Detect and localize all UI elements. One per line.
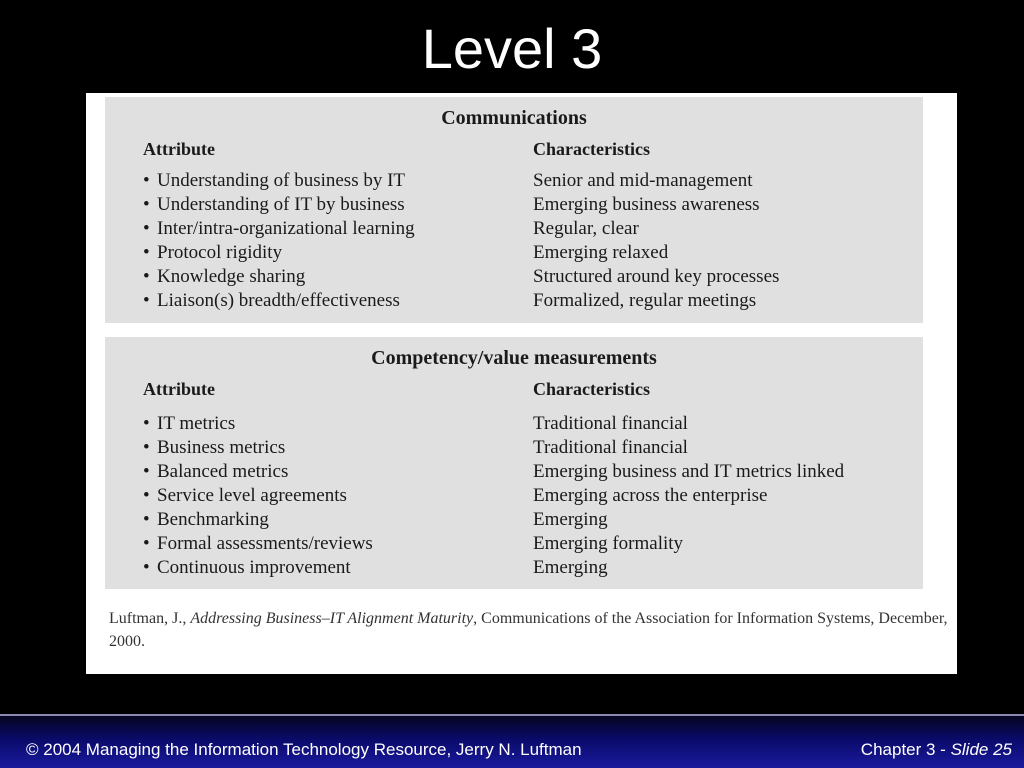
attribute-header: Attribute	[143, 379, 215, 399]
characteristic-cell: Senior and mid-management	[533, 170, 753, 191]
table-row	[105, 412, 923, 436]
attribute-cell: • Knowledge sharing	[143, 266, 306, 287]
attribute-cell: • Understanding of business by IT	[143, 170, 406, 191]
footer-slide-number	[861, 740, 1012, 760]
table-row	[105, 556, 923, 580]
attribute-cell: • Continuous improvement	[143, 557, 351, 578]
characteristics-header: Characteristics	[533, 379, 650, 399]
attribute-cell: • Formal assessments/reviews	[143, 533, 373, 554]
table-row	[105, 460, 923, 484]
slide-footer	[0, 714, 1024, 768]
attribute-cell: • Inter/intra-organizational learning	[143, 218, 415, 239]
footer-copyright: © 2004 Managing the Information Technology Resource, Jerry N. Luftman	[26, 740, 582, 759]
characteristic-cell: Traditional financial	[533, 413, 688, 434]
table-row	[105, 265, 923, 289]
citation-author: Luftman, J.,	[109, 610, 191, 627]
table-row	[105, 436, 923, 460]
table-row	[105, 484, 923, 508]
panel-title: Communications	[441, 107, 587, 129]
attribute-cell: • Benchmarking	[143, 509, 269, 530]
footer-slide: Slide 25	[950, 740, 1012, 759]
attribute-cell: • Liaison(s) breadth/effectiveness	[143, 290, 400, 311]
characteristic-cell: Emerging	[533, 557, 608, 578]
characteristic-cell: Emerging formality	[533, 533, 684, 554]
attribute-cell: • Balanced metrics	[143, 461, 289, 482]
characteristic-cell: Formalized, regular meetings	[533, 290, 757, 311]
citation-rest: , Communications of the Association for Information Systems, December, 2000.	[109, 610, 948, 650]
characteristic-cell: Emerging	[533, 509, 608, 530]
table-row	[105, 193, 923, 217]
table-row	[105, 508, 923, 532]
characteristic-cell: Emerging business awareness	[533, 194, 760, 215]
communications-panel	[105, 97, 923, 323]
characteristic-cell: Structured around key processes	[533, 266, 780, 287]
competency-value-panel	[105, 337, 923, 589]
attribute-cell: • Understanding of IT by business	[143, 194, 405, 215]
attribute-header: Attribute	[143, 139, 215, 159]
characteristic-cell: Emerging business and IT metrics linked	[533, 461, 845, 482]
citation-work: Addressing Business–IT Alignment Maturity	[190, 610, 474, 627]
table-row	[105, 532, 923, 556]
slide-title: Level 3	[421, 17, 603, 80]
characteristic-cell: Traditional financial	[533, 437, 688, 458]
characteristic-cell: Regular, clear	[533, 218, 639, 239]
footer-chapter: Chapter 3 -	[860, 740, 951, 759]
citation	[109, 607, 949, 653]
characteristics-header: Characteristics	[533, 139, 650, 159]
table-row	[105, 169, 923, 193]
attribute-cell: • Business metrics	[143, 437, 286, 458]
panel-title: Competency/value measurements	[371, 347, 657, 369]
table-row	[105, 241, 923, 265]
attribute-cell: • Protocol rigidity	[143, 242, 283, 263]
characteristic-cell: Emerging relaxed	[533, 242, 669, 263]
characteristic-cell: Emerging across the enterprise	[533, 485, 768, 506]
attribute-cell: • Service level agreements	[143, 485, 347, 506]
maturity-table-figure	[86, 93, 957, 674]
attribute-cell: • IT metrics	[143, 413, 236, 434]
table-row	[105, 289, 923, 313]
table-row	[105, 217, 923, 241]
